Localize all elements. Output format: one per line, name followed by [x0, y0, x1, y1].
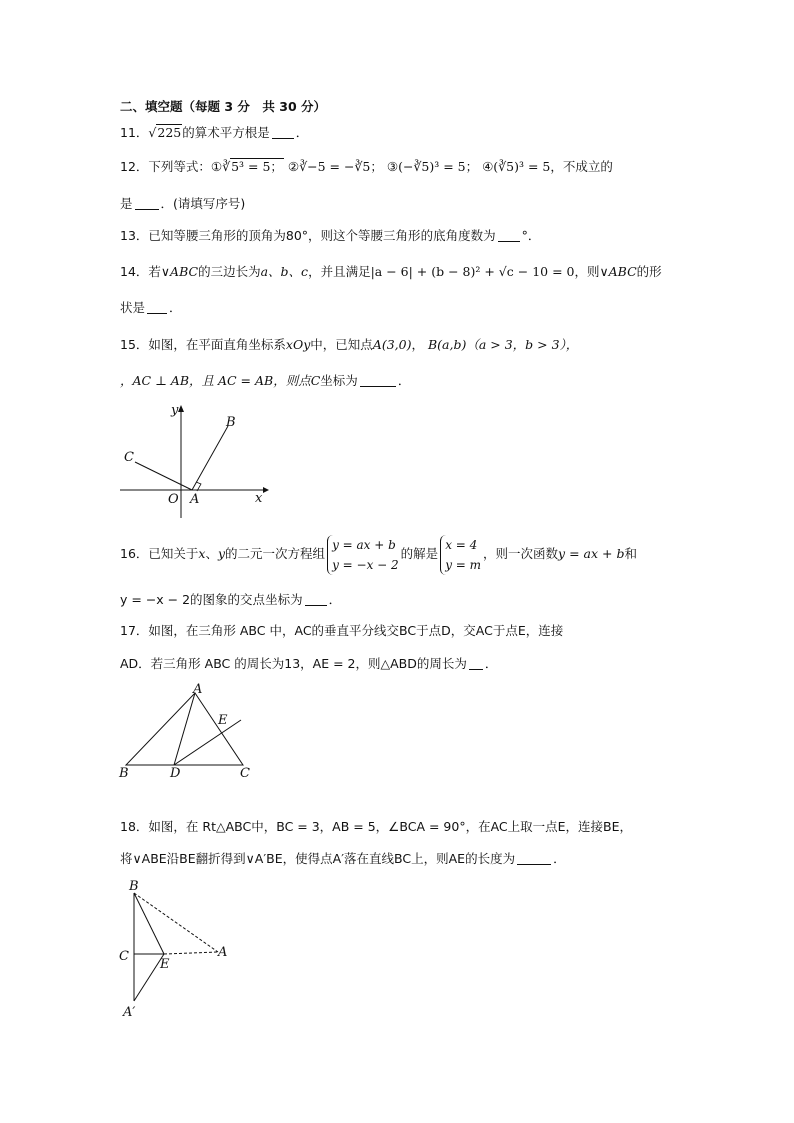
q14-triangle-2: ∨ABC	[599, 264, 637, 279]
question-16-line2	[120, 591, 341, 609]
q14-text-b: 的三边长为	[198, 264, 261, 279]
q12-e1: ∛5³ = 5；	[222, 159, 283, 174]
q13-answer-blank[interactable]	[498, 227, 520, 242]
q15-end: ．	[397, 373, 411, 388]
q14-text-e: 的形	[636, 264, 662, 279]
q16-y: y	[217, 546, 226, 561]
q18-segment-ba	[134, 893, 218, 952]
q12-e2-label: ②	[287, 159, 300, 174]
q12-e3: (−∛5)³ = 5；	[398, 159, 479, 174]
question-17-line2	[120, 655, 497, 673]
q18-figure	[115, 876, 245, 1021]
q15-label-o: O	[168, 492, 179, 507]
q15-y-arrow	[178, 405, 184, 412]
q14-end: ．	[169, 300, 182, 315]
q15-line2-b: 坐标为	[320, 373, 358, 388]
q18-end: ．	[553, 851, 566, 866]
q16-eq1: y = ax + b	[332, 537, 396, 552]
q11-answer-blank[interactable]	[272, 124, 294, 139]
q14-line2: 状是	[120, 300, 146, 315]
question-18-line2	[120, 850, 566, 868]
q11-radicand: 225	[157, 125, 182, 140]
q11-number: 11．	[120, 125, 149, 140]
q17-label-d: D	[170, 766, 181, 780]
q16-end: ．	[328, 592, 342, 607]
question-18	[120, 818, 632, 836]
q18-line2: 将∨ABE沿BE翻折得到∨A′BE，使得点A′落在直线BC上，则AE的长度为	[120, 851, 516, 866]
q11-radical: √225	[148, 125, 182, 140]
q18-text: 18．如图，在 Rt△ABC中，BC = 3，AB = 5，∠BCA = 90°，在AC上取一点E，连接BE，	[120, 819, 633, 834]
question-15: 15．如图，在平面直角坐标系xOy中，已知点A(3,0)， B(a,b)（a > 3，b > 3），	[120, 337, 579, 352]
question-12-line2	[120, 195, 245, 213]
q17-figure	[115, 680, 265, 780]
q16-line2: y = −x − 2的图象的交点坐标为	[120, 592, 303, 607]
q14-text-d: ，则	[574, 264, 600, 279]
q16-sol2: y = m	[445, 557, 482, 572]
q12-e2: ∛−5 = −∛5；	[299, 159, 383, 174]
q15-label-b: B	[226, 415, 236, 430]
q12-answer-blank[interactable]	[135, 195, 159, 210]
question-14	[120, 263, 662, 281]
q18-segment-be	[134, 893, 164, 954]
q15-point-a: A(3,0)	[372, 337, 412, 352]
q14-triangle: ∨ABC	[160, 264, 199, 279]
q18-answer-blank[interactable]	[517, 850, 551, 865]
section-title: 二、填空题（每题 3 分 共 30 分）	[120, 99, 327, 114]
q12-e3-label: ③	[386, 159, 399, 174]
q15-segment-ac	[135, 462, 192, 490]
q18-label-c: C	[119, 949, 129, 964]
question-15-line2	[120, 372, 410, 390]
question-17	[120, 622, 563, 640]
q15-point-b: B(a,b)	[427, 337, 467, 352]
question-14-line2	[120, 299, 182, 317]
q15-c: C	[310, 373, 321, 388]
q12-e1-rest: 5³ = 5；	[231, 159, 283, 174]
q17-perpendicular-bisector	[174, 720, 241, 765]
q17-text: 17．如图，在三角形 ABC 中，AC的垂直平分线交BC于点D，交AC于点E，连接	[120, 623, 564, 638]
q15-xoy: xOy	[285, 337, 311, 352]
q15-text-a: 15．如图，在平面直角坐标系	[120, 337, 286, 352]
q15-condition: （a > 3，b > 3），	[466, 337, 579, 352]
q18-label-e: E	[160, 957, 170, 972]
q16-system	[327, 535, 399, 575]
question-11	[120, 124, 308, 142]
q17-end: ．	[484, 656, 498, 671]
q17-line2: AD．若三角形 ABC 的周长为13，AE = 2，则△ABD的周长为	[120, 656, 467, 671]
q15-x-arrow	[263, 487, 269, 493]
q16-text-b: 的二元一次方程组	[225, 546, 326, 561]
question-16	[120, 534, 637, 575]
q16-answer-blank[interactable]	[305, 591, 327, 606]
q12-e4-label: ④	[482, 159, 494, 174]
q15-label-a: A	[190, 492, 200, 507]
q16-x: x	[198, 546, 206, 561]
q17-label-e: E	[218, 713, 228, 728]
q13-end: °．	[521, 228, 541, 243]
q16-solution	[440, 535, 481, 575]
q15-segment-ab	[192, 426, 228, 490]
q12-e1-label: ①	[210, 159, 223, 174]
q14-condition: |a − 6| + (b − 8)² + √c − 10 = 0	[370, 264, 575, 279]
q16-text-d: ，则一次函数	[483, 546, 559, 561]
question-13	[120, 227, 540, 245]
q12-e2-rest: −5 = −∛5；	[307, 159, 383, 174]
q15-label-y: y	[171, 403, 179, 418]
q18-label-a-prime: A′	[123, 1005, 136, 1020]
q11-text: 的算术平方根是	[182, 125, 270, 140]
q14-text-c: ，并且满足	[308, 264, 371, 279]
q12-line2-start: 是	[120, 196, 133, 211]
q15-label-x: x	[255, 491, 263, 506]
q16-text-a: 16．已知关于	[120, 546, 199, 561]
q15-line2-a: ，AC ⊥ AB，且 AC = AB，则点	[120, 373, 311, 388]
q15-answer-blank[interactable]	[360, 372, 396, 387]
q17-label-b: B	[119, 766, 129, 780]
q11-end: ．	[295, 125, 309, 140]
question-12	[120, 158, 613, 176]
q16-eq2: y = −x − 2	[332, 557, 399, 572]
q17-answer-blank[interactable]	[469, 655, 483, 670]
q12-line2-end: ．(请填写序号)	[160, 196, 246, 211]
q12-e4: (∛5)³ = 5，不成立的	[493, 159, 613, 174]
q16-func: y = ax + b	[558, 546, 625, 561]
q18-label-b: B	[129, 879, 139, 894]
q14-answer-blank[interactable]	[147, 299, 167, 314]
q14-vars: a、b、c	[260, 264, 309, 279]
q15-text-b: 中，已知点	[310, 337, 373, 352]
q17-label-c: C	[240, 766, 250, 780]
q17-label-a: A	[193, 682, 203, 697]
q16-sep: 、	[205, 546, 218, 561]
q18-segment-ea	[164, 952, 218, 954]
q15-figure	[115, 400, 275, 522]
q14-text-a: 14．若	[120, 264, 161, 279]
q12-number: 12．下列等式：	[120, 159, 211, 174]
q13-text: 13．已知等腰三角形的顶角为80°，则这个等腰三角形的底角度数为	[120, 228, 496, 243]
q16-text-c: 的解是	[400, 546, 439, 561]
q15-label-c: C	[124, 450, 134, 465]
q18-label-a: A	[218, 945, 228, 960]
q16-sol1: x = 4	[445, 537, 478, 552]
q16-text-e: 和	[624, 546, 637, 561]
